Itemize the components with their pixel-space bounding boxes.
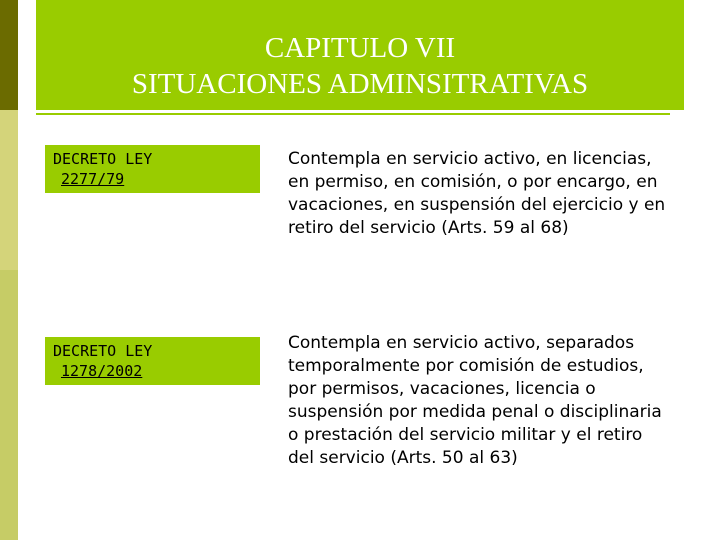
title-line-2: SITUACIONES ADMINSITRATIVAS	[131, 68, 589, 100]
left-accent-bar-top	[0, 0, 18, 110]
decree-label-2277	[45, 145, 260, 193]
decree-label-1278	[45, 337, 260, 385]
decree-description-2277: Contempla en servicio activo, en licencias, en permiso, en comisión, o por encargo, en vacaciones, en suspensión del ejercicio y en retiro del servicio (Arts. 59 al 68)	[288, 149, 666, 238]
left-accent-bar-bottom	[0, 270, 18, 540]
title-line-1: CAPITULO VII	[264, 32, 456, 64]
decree-description-1278: Contempla en servicio activo, separados temporalmente por comisión de estudios, por permisos, vacaciones, licencia o suspensión por medida penal o disciplinaria o prestación del servicio militar y el retiro del servicio (Arts. 50 al 63)	[288, 333, 662, 468]
decree-label-line-2: 1278/2002	[61, 362, 143, 380]
decree-label-line-1: DECRETO LEY	[53, 342, 153, 360]
page-title	[36, 30, 684, 102]
decree-label-line-1: DECRETO LEY	[53, 150, 153, 168]
decree-label-line-2: 2277/79	[61, 170, 125, 188]
title-underline	[36, 113, 670, 115]
